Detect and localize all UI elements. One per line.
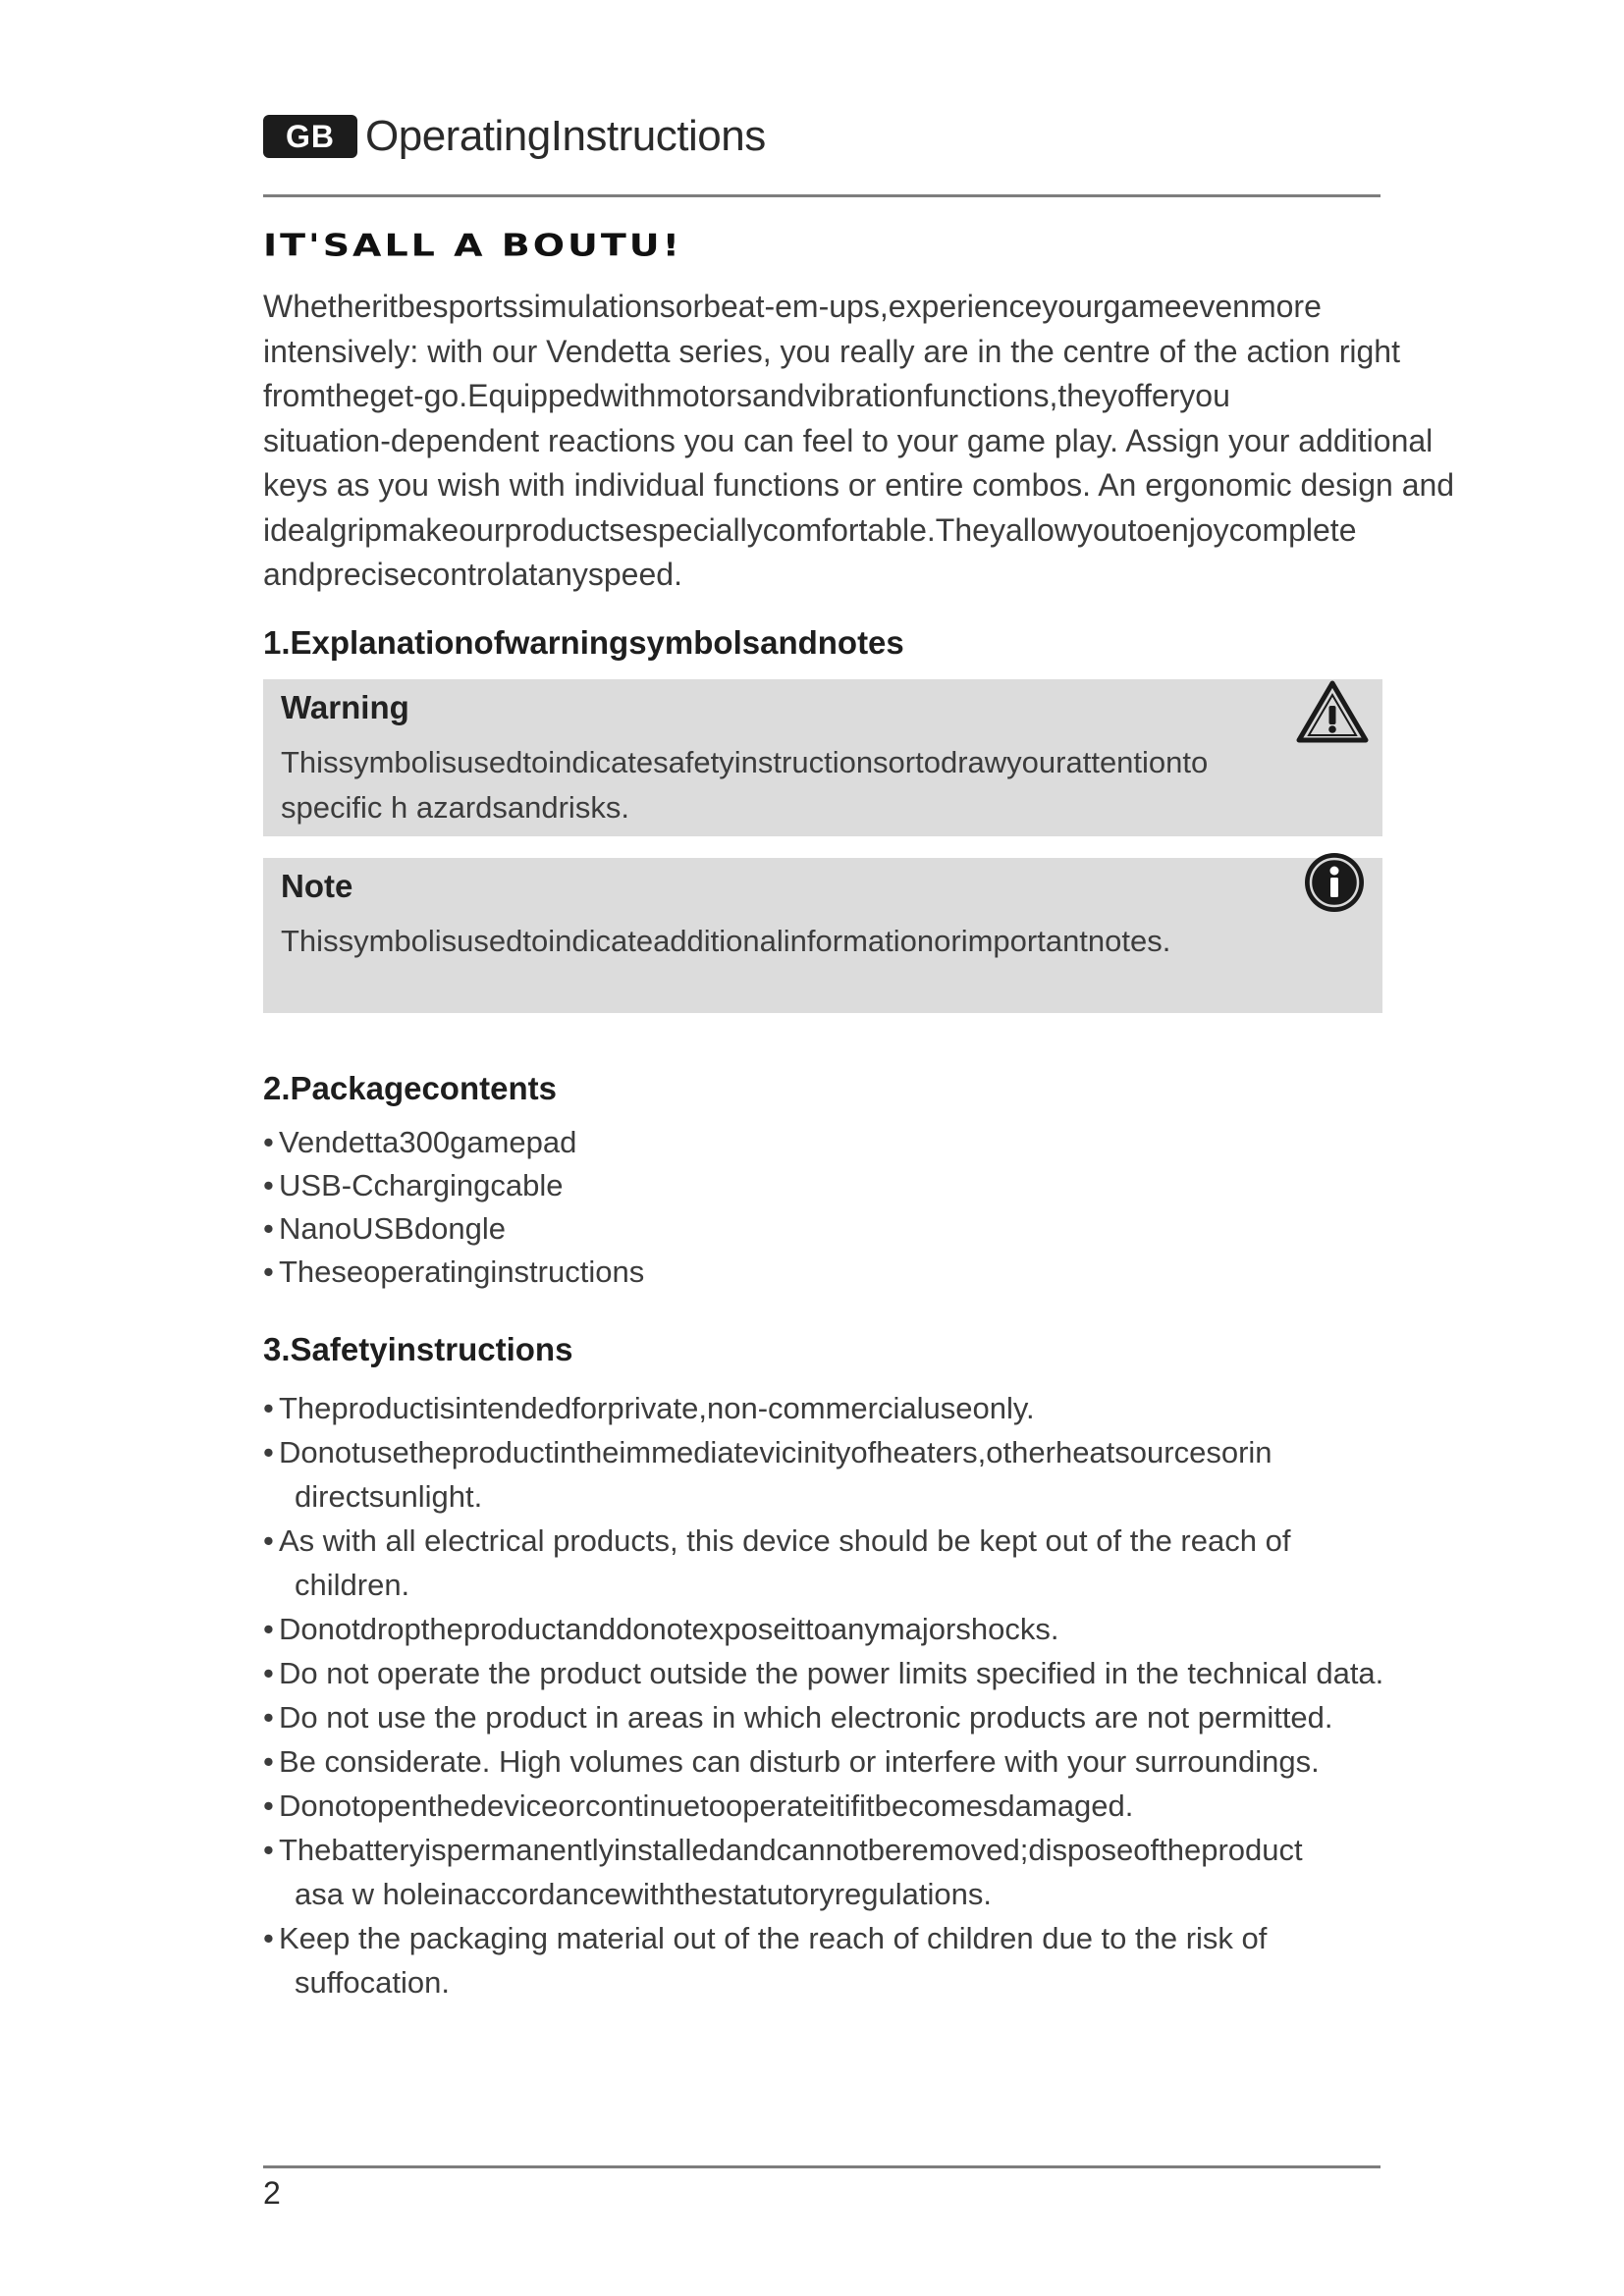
list-item: • Theproductisintendedforprivate,non-commercialuseonly. bbox=[263, 1386, 1382, 1430]
intro-line: andprecisecontrolatanyspeed. bbox=[263, 557, 682, 592]
list-item: • Do not use the product in areas in which electronic products are not permitted. bbox=[263, 1695, 1382, 1739]
warning-text bbox=[281, 740, 1208, 830]
section-heading-safety: 3.Safetyinstructions bbox=[263, 1331, 573, 1367]
intro-line: intensively: with our Vendetta series, you really are in the centre of the action right bbox=[263, 333, 1400, 369]
intro-line: Whetheritbesportssimulationsorbeat-em-ups,experienceyourgameevenmore bbox=[263, 289, 1322, 324]
section-heading-package: 2.Packagecontents bbox=[263, 1070, 557, 1106]
list-item: • Donotopenthedeviceorcontinuetooperateitifitbecomesdamaged. bbox=[263, 1784, 1382, 1828]
note-text-line: Thissymbolisusedtoindicateadditionalinformationorimportantnotes. bbox=[281, 924, 1171, 958]
intro-paragraph bbox=[263, 285, 1455, 598]
warning-box bbox=[263, 679, 1382, 836]
list-item: • As with all electrical products, this device should be kept out of the reach of children. bbox=[263, 1519, 1382, 1607]
list-item: • NanoUSBdongle bbox=[263, 1207, 1382, 1251]
list-item: • USB-Cchargingcable bbox=[263, 1164, 1382, 1207]
note-title: Note bbox=[281, 868, 353, 904]
list-item: • Donotusetheproductintheimmediatevicinityofheaters,otherheatsourcesorin directsunlight. bbox=[263, 1430, 1382, 1519]
note-box bbox=[263, 858, 1382, 1013]
warning-text-line: specific h azardsandrisks. bbox=[281, 790, 629, 825]
list-item: • Donotdroptheproductanddonotexposeittoanymajorshocks. bbox=[263, 1607, 1382, 1651]
intro-line: idealgripmakeourproductsespeciallycomfortable.Theyallowyoutoenjoycomplete bbox=[263, 511, 1357, 548]
intro-line: fromtheget-go.Equippedwithmotorsandvibrationfunctions,theyofferyou bbox=[263, 378, 1230, 413]
section-heading-warnings: 1.Explanationofwarningsymbolsandnotes bbox=[263, 624, 904, 661]
package-contents-list bbox=[263, 1121, 1382, 1294]
safety-instructions-list bbox=[263, 1386, 1382, 2004]
intro-line: keys as you wish with individual functions or entire combos. An ergonomic design and bbox=[263, 467, 1455, 503]
page-header bbox=[263, 110, 766, 163]
slogan: IT'SALL A BOUTU! bbox=[263, 228, 682, 264]
list-item: • Vendetta300gamepad bbox=[263, 1121, 1382, 1164]
page-number: 2 bbox=[263, 2175, 281, 2211]
info-circle-icon bbox=[1302, 850, 1367, 920]
warning-triangle-icon bbox=[1296, 679, 1369, 749]
intro-line: situation-dependent reactions you can feel to your game play. Assign your additional bbox=[263, 422, 1434, 458]
header-divider bbox=[263, 194, 1380, 197]
list-item: • Theseoperatinginstructions bbox=[263, 1251, 1382, 1294]
list-item: • Keep the packaging material out of the reach of children due to the risk of suffocation. bbox=[263, 1916, 1382, 2004]
document-title: OperatingInstructions bbox=[365, 112, 766, 160]
note-text bbox=[281, 919, 1170, 964]
warning-title: Warning bbox=[281, 689, 409, 725]
footer-divider bbox=[263, 2165, 1380, 2168]
list-item: • Thebatteryispermanentlyinstalledandcannotberemoved;disposeoftheproduct asa w holeinaccordancewiththestatutoryregulations. bbox=[263, 1828, 1382, 1916]
list-item: • Do not operate the product outside the power limits specified in the technical data. bbox=[263, 1651, 1382, 1695]
list-item: • Be considerate. High volumes can disturb or interfere with your surroundings. bbox=[263, 1739, 1382, 1784]
warning-text-line: Thissymbolisusedtoindicatesafetyinstructionsortodrawyourattentionto bbox=[281, 745, 1209, 779]
language-badge: GB bbox=[263, 115, 357, 158]
